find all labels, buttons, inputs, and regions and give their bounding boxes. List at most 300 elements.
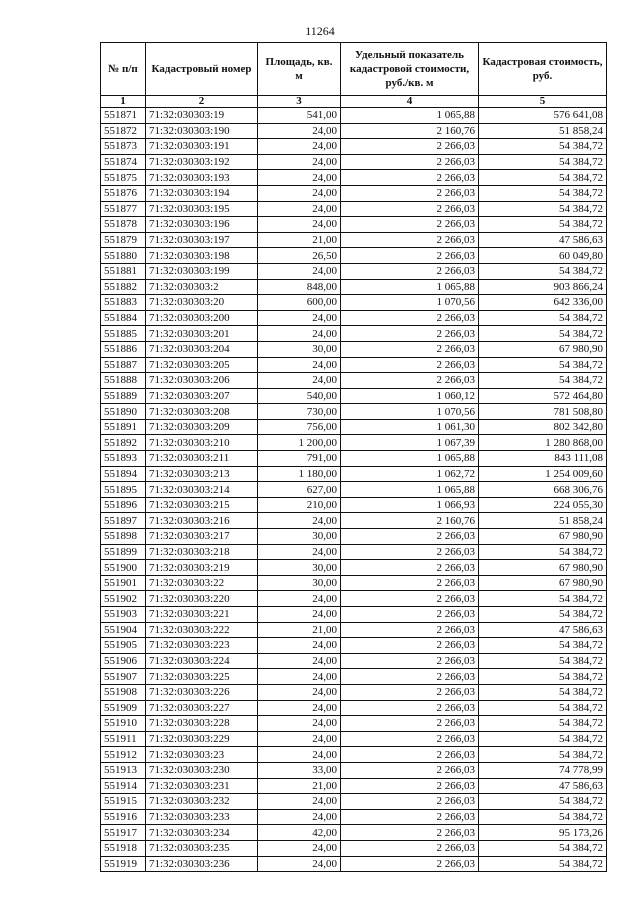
area-cell: 24,00 [258,263,341,279]
row-number-cell: 551904 [101,622,146,638]
cadastral-value-cell: 54 384,72 [479,700,607,716]
area-cell: 730,00 [258,404,341,420]
specific-value-cell: 2 266,03 [341,139,479,155]
row-number-cell: 551901 [101,575,146,591]
row-number-cell: 551902 [101,591,146,607]
row-number-cell: 551885 [101,326,146,342]
row-number-cell: 551879 [101,232,146,248]
row-number-cell: 551894 [101,466,146,482]
cadastral-value-cell: 47 586,63 [479,622,607,638]
specific-value-cell: 2 266,03 [341,700,479,716]
cadastral-number-cell: 71:32:030303:205 [146,357,258,373]
cadastral-number-cell: 71:32:030303:192 [146,154,258,170]
cadastral-value-cell: 54 384,72 [479,809,607,825]
area-cell: 26,50 [258,248,341,264]
cadastral-value-cell: 576 641,08 [479,108,607,124]
table-row [101,560,607,576]
specific-value-cell: 2 266,03 [341,201,479,217]
cadastral-number-cell: 71:32:030303:216 [146,513,258,529]
specific-value-cell: 2 266,03 [341,154,479,170]
table-row [101,232,607,248]
cadastral-number-cell: 71:32:030303:19 [146,108,258,124]
cadastral-value-cell: 54 384,72 [479,326,607,342]
table-row [101,575,607,591]
cadastral-value-cell: 642 336,00 [479,295,607,311]
cadastral-number-cell: 71:32:030303:234 [146,825,258,841]
cadastral-value-cell: 54 384,72 [479,201,607,217]
cadastral-value-cell: 54 384,72 [479,653,607,669]
area-cell: 30,00 [258,575,341,591]
cadastral-value-cell: 54 384,72 [479,544,607,560]
cadastral-value-cell: 802 342,80 [479,419,607,435]
table-row [101,700,607,716]
specific-value-cell: 1 065,88 [341,482,479,498]
row-number-cell: 551906 [101,653,146,669]
table-row [101,373,607,389]
cadastral-number-cell: 71:32:030303:219 [146,560,258,576]
specific-value-cell: 2 266,03 [341,560,479,576]
table-row [101,482,607,498]
page-number: 11264 [305,24,335,38]
cadastral-number-cell: 71:32:030303:229 [146,731,258,747]
area-cell: 24,00 [258,139,341,155]
table-row [101,591,607,607]
cadastral-number-cell: 71:32:030303:220 [146,591,258,607]
table-row [101,747,607,763]
table-row [101,856,607,872]
specific-value-cell: 2 266,03 [341,232,479,248]
row-number-cell: 551873 [101,139,146,155]
table-row [101,716,607,732]
cadastral-number-cell: 71:32:030303:22 [146,575,258,591]
row-number-cell: 551886 [101,341,146,357]
header-row-number: № п/п [101,43,146,96]
row-number-cell: 551881 [101,263,146,279]
table-row [101,263,607,279]
row-number-cell: 551893 [101,451,146,467]
row-number-cell: 551918 [101,840,146,856]
specific-value-cell: 2 266,03 [341,622,479,638]
cadastral-number-cell: 71:32:030303:221 [146,607,258,623]
specific-value-cell: 2 266,03 [341,529,479,545]
specific-value-cell: 2 266,03 [341,326,479,342]
cadastral-number-cell: 71:32:030303:191 [146,139,258,155]
row-number-cell: 551917 [101,825,146,841]
specific-value-cell: 2 266,03 [341,840,479,856]
area-cell: 24,00 [258,638,341,654]
cadastral-number-cell: 71:32:030303:198 [146,248,258,264]
area-cell: 541,00 [258,108,341,124]
cadastral-number-cell: 71:32:030303:201 [146,326,258,342]
area-cell: 1 180,00 [258,466,341,482]
area-cell: 24,00 [258,794,341,810]
specific-value-cell: 2 266,03 [341,357,479,373]
cadastral-number-cell: 71:32:030303:209 [146,419,258,435]
row-number-cell: 551892 [101,435,146,451]
cadastral-value-cell: 668 306,76 [479,482,607,498]
row-number-cell: 551900 [101,560,146,576]
table-row [101,404,607,420]
table-row [101,731,607,747]
cadastral-number-cell: 71:32:030303:200 [146,310,258,326]
row-number-cell: 551884 [101,310,146,326]
specific-value-cell: 2 266,03 [341,544,479,560]
specific-value-cell: 1 062,72 [341,466,479,482]
table-row [101,341,607,357]
area-cell: 24,00 [258,544,341,560]
cadastral-value-cell: 54 384,72 [479,840,607,856]
cadastral-value-cell: 60 049,80 [479,248,607,264]
specific-value-cell: 2 266,03 [341,341,479,357]
table-row [101,669,607,685]
cadastral-value-cell: 54 384,72 [479,747,607,763]
specific-value-cell: 1 066,93 [341,497,479,513]
area-cell: 24,00 [258,653,341,669]
row-number-cell: 551910 [101,716,146,732]
area-cell: 24,00 [258,154,341,170]
cadastral-number-cell: 71:32:030303:226 [146,684,258,700]
cadastral-value-cell: 67 980,90 [479,560,607,576]
table-row [101,295,607,311]
table-row [101,497,607,513]
table-row [101,419,607,435]
cadastral-value-cell: 54 384,72 [479,591,607,607]
area-cell: 24,00 [258,591,341,607]
cadastral-value-cell: 95 173,26 [479,825,607,841]
table-row [101,388,607,404]
cadastral-number-cell: 71:32:030303:213 [146,466,258,482]
cadastral-number-cell: 71:32:030303:232 [146,794,258,810]
area-cell: 540,00 [258,388,341,404]
row-number-cell: 551872 [101,123,146,139]
specific-value-cell: 2 266,03 [341,731,479,747]
table-row [101,123,607,139]
area-cell: 30,00 [258,341,341,357]
area-cell: 24,00 [258,185,341,201]
table-row [101,451,607,467]
table-row [101,466,607,482]
area-cell: 24,00 [258,747,341,763]
table-row [101,170,607,186]
row-number-cell: 551889 [101,388,146,404]
row-number-cell: 551916 [101,809,146,825]
row-number-cell: 551887 [101,357,146,373]
column-number: 3 [258,96,341,108]
table-row [101,217,607,233]
row-number-cell: 551895 [101,482,146,498]
specific-value-cell: 1 070,56 [341,295,479,311]
cadastral-value-cell: 54 384,72 [479,373,607,389]
table-row [101,840,607,856]
area-cell: 21,00 [258,232,341,248]
table-row [101,185,607,201]
specific-value-cell: 2 266,03 [341,825,479,841]
specific-value-cell: 2 266,03 [341,373,479,389]
cadastral-number-cell: 71:32:030303:20 [146,295,258,311]
area-cell: 24,00 [258,201,341,217]
specific-value-cell: 1 061,30 [341,419,479,435]
cadastral-value-cell: 54 384,72 [479,139,607,155]
table-row [101,279,607,295]
cadastral-value-cell: 54 384,72 [479,856,607,872]
cadastral-number-cell: 71:32:030303:217 [146,529,258,545]
table-row [101,607,607,623]
row-number-cell: 551888 [101,373,146,389]
cadastral-number-cell: 71:32:030303:210 [146,435,258,451]
row-number-cell: 551903 [101,607,146,623]
cadastral-value-cell: 54 384,72 [479,170,607,186]
specific-value-cell: 2 266,03 [341,716,479,732]
area-cell: 848,00 [258,279,341,295]
specific-value-cell: 2 266,03 [341,809,479,825]
cadastral-value-cell: 47 586,63 [479,778,607,794]
specific-value-cell: 1 070,56 [341,404,479,420]
table-row [101,513,607,529]
specific-value-cell: 2 266,03 [341,638,479,654]
table-row [101,154,607,170]
table-body [101,108,607,872]
cadastral-number-cell: 71:32:030303:218 [146,544,258,560]
table-row [101,529,607,545]
area-cell: 21,00 [258,778,341,794]
cadastral-value-cell: 1 280 868,00 [479,435,607,451]
table-row [101,544,607,560]
row-number-cell: 551876 [101,185,146,201]
cadastral-value-cell: 54 384,72 [479,638,607,654]
table-row [101,684,607,700]
cadastral-number-cell: 71:32:030303:194 [146,185,258,201]
area-cell: 24,00 [258,123,341,139]
area-cell: 24,00 [258,840,341,856]
cadastral-value-cell: 67 980,90 [479,341,607,357]
area-cell: 24,00 [258,684,341,700]
cadastral-number-cell: 71:32:030303:190 [146,123,258,139]
specific-value-cell: 1 065,88 [341,451,479,467]
specific-value-cell: 2 266,03 [341,762,479,778]
row-number-cell: 551878 [101,217,146,233]
specific-value-cell: 2 266,03 [341,747,479,763]
area-cell: 24,00 [258,357,341,373]
table-row [101,201,607,217]
row-number-cell: 551891 [101,419,146,435]
column-number: 4 [341,96,479,108]
header-specific-value: Удельный показатель кадастровой стоимости, руб./кв. м [341,43,479,96]
table-row [101,794,607,810]
table-row [101,762,607,778]
specific-value-cell: 2 266,03 [341,310,479,326]
table-row [101,326,607,342]
row-number-cell: 551882 [101,279,146,295]
cadastral-number-cell: 71:32:030303:233 [146,809,258,825]
header-area: Площадь, кв. м [258,43,341,96]
area-cell: 210,00 [258,497,341,513]
row-number-cell: 551877 [101,201,146,217]
area-cell: 600,00 [258,295,341,311]
row-number-cell: 551914 [101,778,146,794]
row-number-cell: 551907 [101,669,146,685]
row-number-cell: 551912 [101,747,146,763]
cadastral-value-cell: 54 384,72 [479,185,607,201]
table-row [101,653,607,669]
area-cell: 24,00 [258,310,341,326]
cadastral-number-cell: 71:32:030303:211 [146,451,258,467]
table-row [101,139,607,155]
row-number-cell: 551897 [101,513,146,529]
cadastral-number-cell: 71:32:030303:223 [146,638,258,654]
row-number-cell: 551883 [101,295,146,311]
area-cell: 21,00 [258,622,341,638]
row-number-cell: 551871 [101,108,146,124]
specific-value-cell: 2 266,03 [341,778,479,794]
row-number-cell: 551898 [101,529,146,545]
row-number-cell: 551899 [101,544,146,560]
area-cell: 24,00 [258,731,341,747]
specific-value-cell: 2 266,03 [341,217,479,233]
cadastral-number-cell: 71:32:030303:193 [146,170,258,186]
area-cell: 42,00 [258,825,341,841]
cadastral-number-cell: 71:32:030303:197 [146,232,258,248]
cadastral-value-cell: 224 055,30 [479,497,607,513]
area-cell: 30,00 [258,560,341,576]
cadastral-value-cell: 781 508,80 [479,404,607,420]
row-number-cell: 551909 [101,700,146,716]
area-cell: 627,00 [258,482,341,498]
specific-value-cell: 2 266,03 [341,684,479,700]
cadastral-number-cell: 71:32:030303:196 [146,217,258,233]
cadastral-number-cell: 71:32:030303:204 [146,341,258,357]
specific-value-cell: 1 060,12 [341,388,479,404]
cadastral-value-cell: 54 384,72 [479,607,607,623]
area-cell: 756,00 [258,419,341,435]
cadastral-number-cell: 71:32:030303:235 [146,840,258,856]
table-row [101,108,607,124]
specific-value-cell: 2 266,03 [341,607,479,623]
cadastral-value-cell: 51 858,24 [479,513,607,529]
cadastral-number-cell: 71:32:030303:23 [146,747,258,763]
cadastral-value-cell: 903 866,24 [479,279,607,295]
row-number-cell: 551919 [101,856,146,872]
row-number-cell: 551905 [101,638,146,654]
cadastral-value-cell: 54 384,72 [479,731,607,747]
cadastral-number-cell: 71:32:030303:214 [146,482,258,498]
area-cell: 24,00 [258,669,341,685]
header-cadastral-number: Кадастровый номер [146,43,258,96]
column-number-row [101,96,607,108]
cadastral-value-cell: 54 384,72 [479,357,607,373]
cadastral-value-cell: 572 464,80 [479,388,607,404]
area-cell: 24,00 [258,170,341,186]
cadastral-value-cell: 47 586,63 [479,232,607,248]
area-cell: 24,00 [258,700,341,716]
cadastral-value-cell: 54 384,72 [479,310,607,326]
cadastral-value-cell: 67 980,90 [479,575,607,591]
column-number: 5 [479,96,607,108]
cadastral-number-cell: 71:32:030303:195 [146,201,258,217]
specific-value-cell: 2 160,76 [341,123,479,139]
column-number: 1 [101,96,146,108]
area-cell: 791,00 [258,451,341,467]
area-cell: 24,00 [258,856,341,872]
area-cell: 24,00 [258,607,341,623]
cadastral-value-table [100,42,607,872]
table-row [101,248,607,264]
column-number: 2 [146,96,258,108]
row-number-cell: 551880 [101,248,146,264]
area-cell: 24,00 [258,326,341,342]
row-number-cell: 551915 [101,794,146,810]
cadastral-number-cell: 71:32:030303:207 [146,388,258,404]
cadastral-number-cell: 71:32:030303:224 [146,653,258,669]
specific-value-cell: 2 266,03 [341,248,479,264]
specific-value-cell: 2 266,03 [341,170,479,186]
area-cell: 24,00 [258,373,341,389]
cadastral-value-cell: 1 254 009,60 [479,466,607,482]
area-cell: 24,00 [258,217,341,233]
specific-value-cell: 2 266,03 [341,575,479,591]
cadastral-value-cell: 54 384,72 [479,263,607,279]
area-cell: 24,00 [258,513,341,529]
specific-value-cell: 2 266,03 [341,669,479,685]
table-row [101,310,607,326]
table-row [101,638,607,654]
row-number-cell: 551890 [101,404,146,420]
cadastral-number-cell: 71:32:030303:236 [146,856,258,872]
cadastral-number-cell: 71:32:030303:2 [146,279,258,295]
cadastral-number-cell: 71:32:030303:230 [146,762,258,778]
area-cell: 1 200,00 [258,435,341,451]
table-row [101,435,607,451]
row-number-cell: 551908 [101,684,146,700]
cadastral-value-cell: 54 384,72 [479,217,607,233]
cadastral-number-cell: 71:32:030303:199 [146,263,258,279]
cadastral-number-cell: 71:32:030303:227 [146,700,258,716]
specific-value-cell: 2 160,76 [341,513,479,529]
cadastral-value-cell: 54 384,72 [479,669,607,685]
area-cell: 33,00 [258,762,341,778]
specific-value-cell: 2 266,03 [341,856,479,872]
table-row [101,809,607,825]
cadastral-number-cell: 71:32:030303:228 [146,716,258,732]
specific-value-cell: 2 266,03 [341,263,479,279]
cadastral-value-cell: 54 384,72 [479,154,607,170]
cadastral-number-cell: 71:32:030303:231 [146,778,258,794]
specific-value-cell: 1 065,88 [341,279,479,295]
area-cell: 24,00 [258,809,341,825]
cadastral-number-cell: 71:32:030303:225 [146,669,258,685]
cadastral-value-cell: 51 858,24 [479,123,607,139]
cadastral-number-cell: 71:32:030303:215 [146,497,258,513]
table-row [101,622,607,638]
cadastral-value-cell: 54 384,72 [479,684,607,700]
cadastral-number-cell: 71:32:030303:206 [146,373,258,389]
cadastral-value-cell: 67 980,90 [479,529,607,545]
table-row [101,357,607,373]
header-cadastral-value: Кадастровая стоимость, руб. [479,43,607,96]
cadastral-value-cell: 843 111,08 [479,451,607,467]
specific-value-cell: 2 266,03 [341,794,479,810]
cadastral-number-cell: 71:32:030303:222 [146,622,258,638]
specific-value-cell: 2 266,03 [341,591,479,607]
row-number-cell: 551911 [101,731,146,747]
specific-value-cell: 1 067,39 [341,435,479,451]
area-cell: 30,00 [258,529,341,545]
cadastral-value-cell: 54 384,72 [479,716,607,732]
table-row [101,778,607,794]
area-cell: 24,00 [258,716,341,732]
cadastral-number-cell: 71:32:030303:208 [146,404,258,420]
header-row [101,43,607,96]
row-number-cell: 551875 [101,170,146,186]
